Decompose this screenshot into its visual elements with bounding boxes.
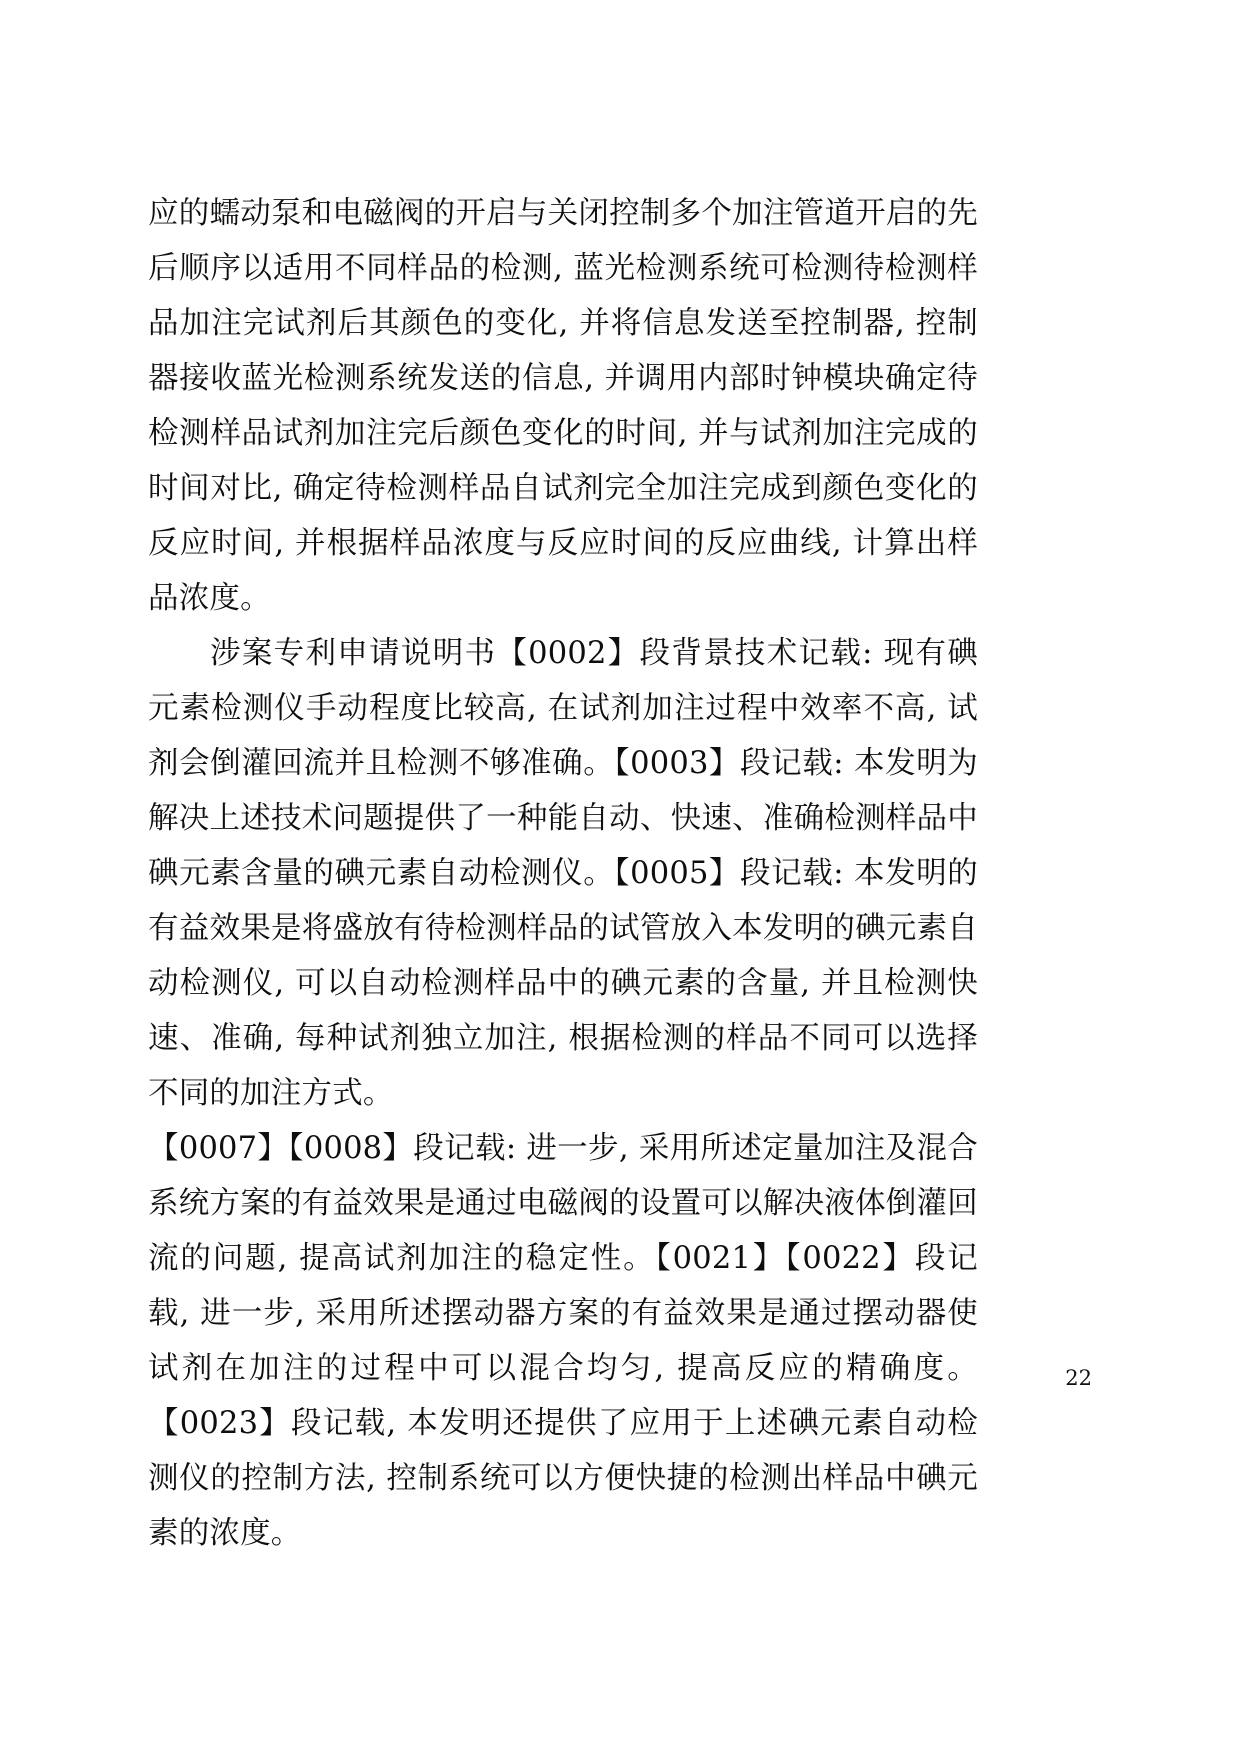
- paragraph-1: 应的蠕动泵和电磁阀的开启与关闭控制多个加注管道开启的先后顺序以适用不同样品的检测, 蓝光检测系统可检测待检测样品加注完试剂后其颜色的变化, 并将信息发送至控制器, 控制器接收蓝光检测系统发送的信息, 并调用内部时钟模块确定待检测样品试剂加注完后颜色变化的时间, 并与试剂加注完成的时间对比, 确定待检测样品自试剂完全加注完成到颜色变化的反应时间, 并根据样品浓度与反应时间的反应曲线, 计算出样品浓度。: [148, 196, 978, 616]
- page-number: 22: [1065, 1366, 1092, 1390]
- paragraph-3: 【0007】【0008】段记载: 进一步, 采用所述定量加注及混合系统方案的有益效果是通过电磁阀的设置可以解决液体倒灌回流的问题, 提高试剂加注的稳定性。【0021】【0022】段记载, 进一步, 采用所述摆动器方案的有益效果是通过摆动器使试剂在加注的过程中可以混合均匀, 提高反应的精确度。【0023】段记载, 本发明还提供了应用于上述碘元素自动检测仪的控制方法, 控制系统可以方便快捷的检测出样品中碘元素的浓度。: [148, 1131, 978, 1551]
- paragraph-2: 涉案专利申请说明书【0002】段背景技术记载: 现有碘元素检测仪手动程度比较高, 在试剂加注过程中效率不高, 试剂会倒灌回流并且检测不够准确。【0003】段记载: 本发明为解决上述技术问题提供了一种能自动、快速、准确检测样品中碘元素含量的碘元素自动检测仪。【0005】段记载: 本发明的有益效果是将盛放有待检测样品的试管放入本发明的碘元素自动检测仪, 可以自动检测样品中的碘元素的含量, 并且检测快速、准确, 每种试剂独立加注, 根据检测的样品不同可以选择不同的加注方式。: [148, 636, 978, 1111]
- page-body: [148, 186, 978, 1561]
